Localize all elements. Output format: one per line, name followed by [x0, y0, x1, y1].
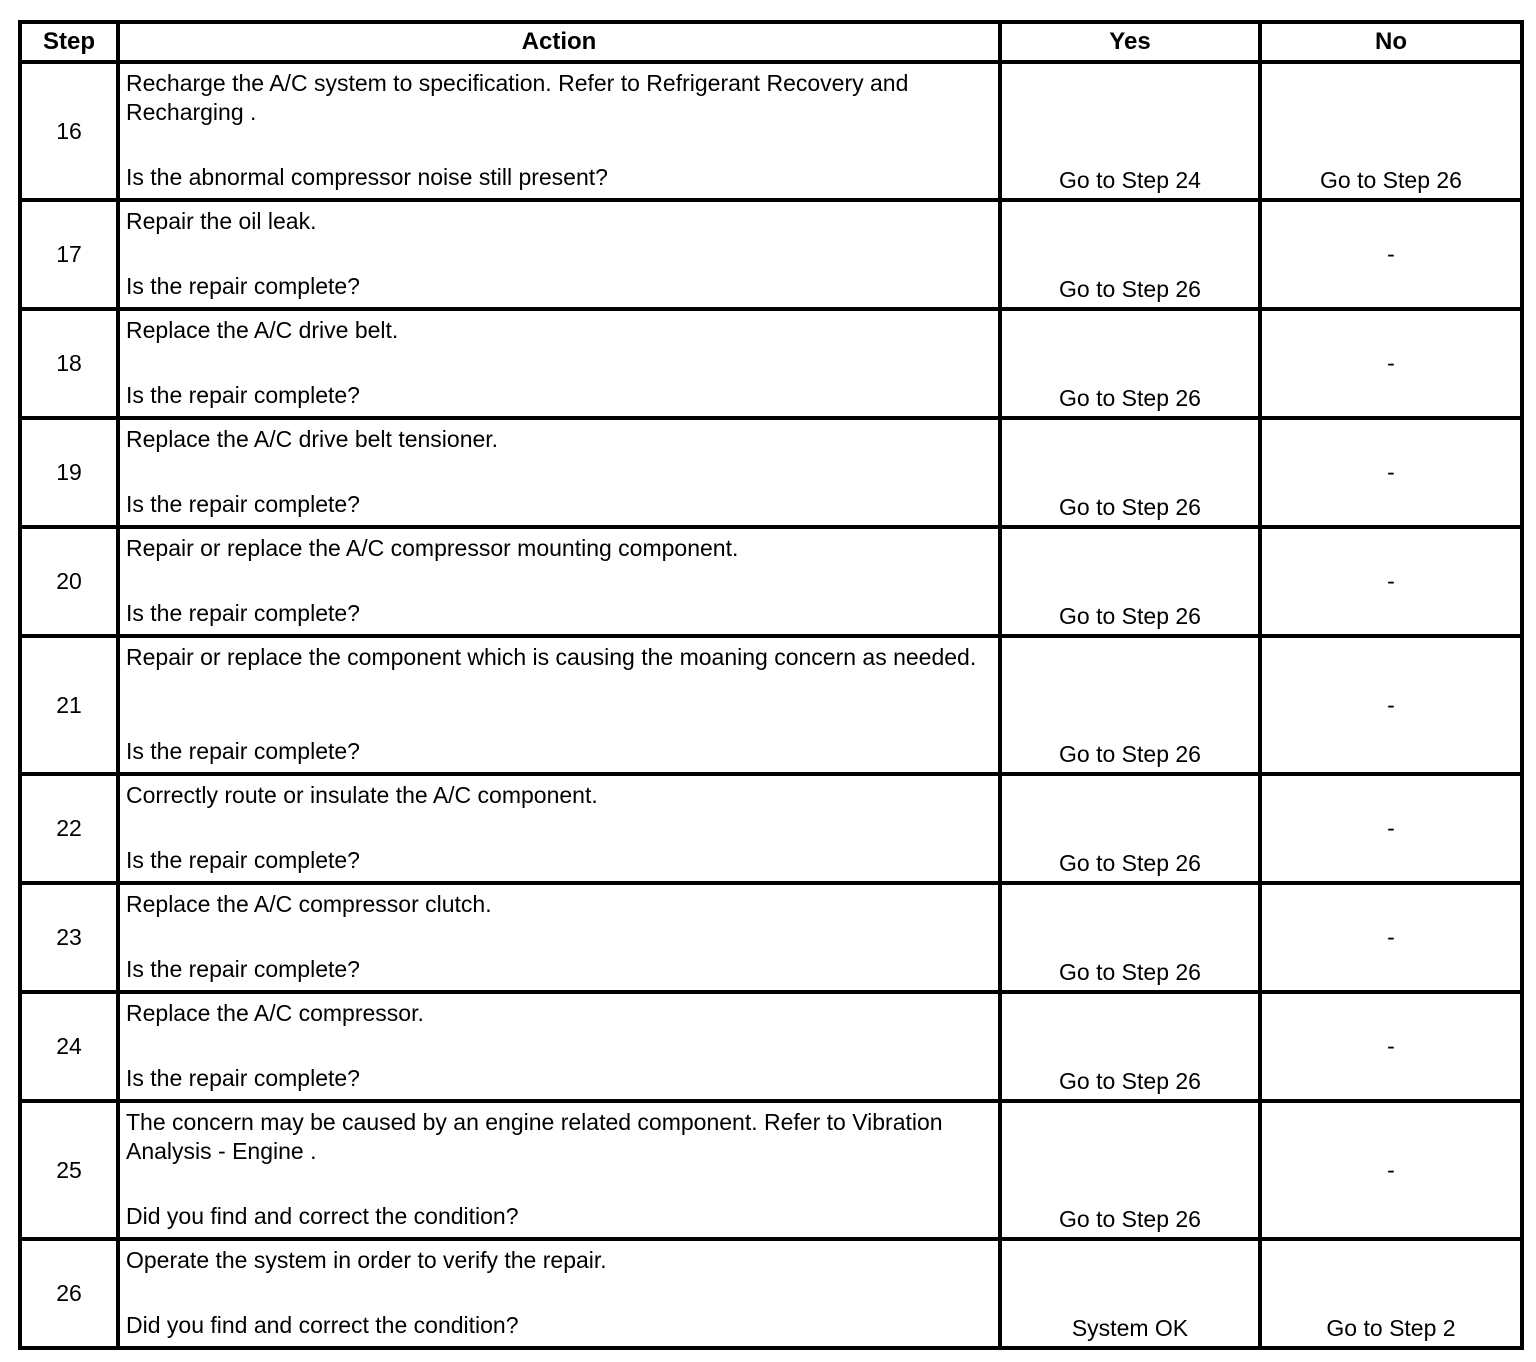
header-row	[20, 22, 1522, 62]
action-instruction: Correctly route or insulate the A/C component.	[126, 782, 598, 808]
no-result: Go to Step 26	[1260, 62, 1522, 200]
no-result: -	[1260, 1101, 1522, 1239]
no-result: Go to Step 2	[1260, 1239, 1522, 1348]
yes-result: Go to Step 26	[1000, 527, 1260, 636]
step-number: 22	[20, 774, 118, 883]
action-instruction: Operate the system in order to verify the repair.	[126, 1247, 607, 1273]
action-question: Is the repair complete?	[126, 382, 360, 408]
action-cell	[118, 992, 1000, 1101]
no-result: -	[1260, 992, 1522, 1101]
yes-result: Go to Step 26	[1000, 883, 1260, 992]
step-number: 17	[20, 200, 118, 309]
action-cell	[118, 1239, 1000, 1348]
yes-result: Go to Step 26	[1000, 418, 1260, 527]
action-instruction: Replace the A/C drive belt.	[126, 317, 399, 343]
table-row	[20, 992, 1522, 1101]
action-question: Is the repair complete?	[126, 600, 360, 626]
action-instruction: Replace the A/C compressor.	[126, 1000, 424, 1026]
action-instruction: Repair the oil leak.	[126, 208, 317, 234]
action-instruction: Recharge the A/C system to specification. Refer to Refrigerant Recovery and Recharging .	[126, 70, 909, 125]
table-row	[20, 1239, 1522, 1348]
action-question: Is the repair complete?	[126, 847, 360, 873]
table-row	[20, 418, 1522, 527]
table-row	[20, 1101, 1522, 1239]
action-cell	[118, 774, 1000, 883]
table-row	[20, 636, 1522, 774]
action-question: Is the repair complete?	[126, 491, 360, 517]
action-question: Is the abnormal compressor noise still present?	[126, 164, 608, 190]
step-number: 19	[20, 418, 118, 527]
yes-result: Go to Step 26	[1000, 309, 1260, 418]
table-row	[20, 62, 1522, 200]
yes-result: Go to Step 24	[1000, 62, 1260, 200]
no-result: -	[1260, 774, 1522, 883]
action-cell	[118, 200, 1000, 309]
action-question: Is the repair complete?	[126, 273, 360, 299]
step-number: 20	[20, 527, 118, 636]
no-result: -	[1260, 200, 1522, 309]
yes-result: Go to Step 26	[1000, 636, 1260, 774]
action-cell	[118, 527, 1000, 636]
step-number: 26	[20, 1239, 118, 1348]
no-result: -	[1260, 309, 1522, 418]
action-cell	[118, 636, 1000, 774]
table-row	[20, 200, 1522, 309]
yes-result: System OK	[1000, 1239, 1260, 1348]
action-instruction: Repair or replace the component which is causing the moaning concern as needed.	[126, 644, 977, 670]
yes-result: Go to Step 26	[1000, 200, 1260, 309]
action-instruction: Repair or replace the A/C compressor mounting component.	[126, 535, 739, 561]
step-number: 23	[20, 883, 118, 992]
action-question: Did you find and correct the condition?	[126, 1312, 519, 1338]
header-step: Step	[20, 22, 118, 62]
header-action: Action	[118, 22, 1000, 62]
table-row	[20, 883, 1522, 992]
action-instruction: The concern may be caused by an engine related component. Refer to Vibration Analysis - Engine .	[126, 1109, 943, 1164]
no-result: -	[1260, 883, 1522, 992]
no-result: -	[1260, 527, 1522, 636]
header-no: No	[1260, 22, 1522, 62]
action-instruction: Replace the A/C compressor clutch.	[126, 891, 492, 917]
action-cell	[118, 309, 1000, 418]
action-cell	[118, 883, 1000, 992]
header-yes: Yes	[1000, 22, 1260, 62]
yes-result: Go to Step 26	[1000, 1101, 1260, 1239]
table-row	[20, 527, 1522, 636]
action-instruction: Replace the A/C drive belt tensioner.	[126, 426, 499, 452]
action-cell	[118, 418, 1000, 527]
step-number: 25	[20, 1101, 118, 1239]
step-number: 24	[20, 992, 118, 1101]
yes-result: Go to Step 26	[1000, 774, 1260, 883]
step-number: 18	[20, 309, 118, 418]
diagnostic-table	[18, 20, 1524, 1350]
action-question: Is the repair complete?	[126, 738, 360, 764]
action-cell	[118, 1101, 1000, 1239]
action-question: Is the repair complete?	[126, 1065, 360, 1091]
no-result: -	[1260, 636, 1522, 774]
no-result: -	[1260, 418, 1522, 527]
table-row	[20, 309, 1522, 418]
step-number: 21	[20, 636, 118, 774]
step-number: 16	[20, 62, 118, 200]
yes-result: Go to Step 26	[1000, 992, 1260, 1101]
action-cell	[118, 62, 1000, 200]
table-row	[20, 774, 1522, 883]
action-question: Did you find and correct the condition?	[126, 1203, 519, 1229]
action-question: Is the repair complete?	[126, 956, 360, 982]
